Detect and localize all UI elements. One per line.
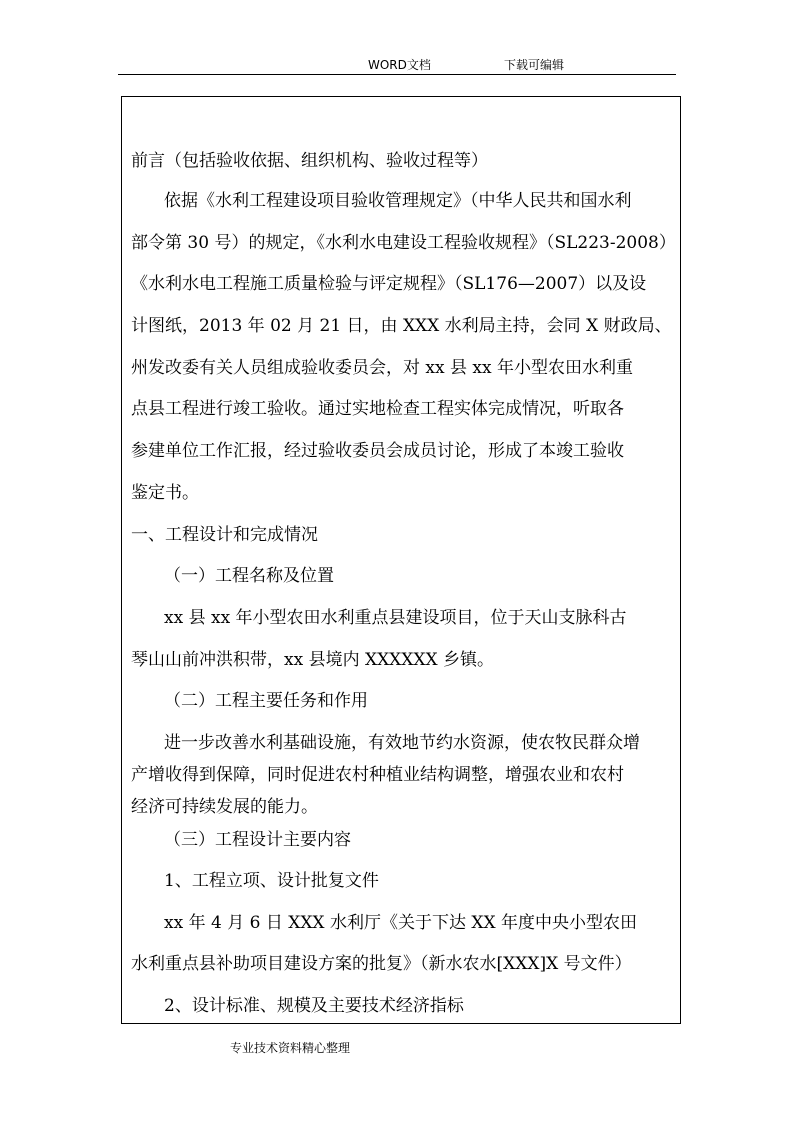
- subsection-title: （三）工程设计主要内容: [164, 830, 351, 850]
- item-title: 1、工程立项、设计批复文件: [164, 871, 379, 891]
- subsection-title: （二）工程主要任务和作用: [164, 691, 368, 711]
- preface-line: 依据《水利工程建设项目验收管理规定》（中华人民共和国水利: [164, 191, 632, 211]
- header-doc-label: WORD文档: [368, 58, 431, 72]
- preface-line: 《水利水电工程施工质量检验与评定规程》（SL176—2007）以及设: [131, 274, 647, 294]
- preface-line: 州发改委有关人员组成验收委员会，对 xx 县 xx 年小型农田水利重: [131, 358, 633, 378]
- subsection-line: 琴山山前冲洪积带，xx 县境内 XXXXXX 乡镇。: [131, 650, 495, 670]
- preface-line: 计图纸，2013 年 02 月 21 日，由 XXX 水利局主持，会同 X 财政局、: [131, 316, 672, 336]
- preface-title: 前言（包括验收依据、组织机构、验收过程等）: [131, 151, 488, 171]
- page-header: [118, 56, 676, 75]
- preface-line: 参建单位工作汇报，经过验收委员会成员讨论，形成了本竣工验收: [131, 441, 624, 461]
- header-editable-label: 下载可编辑: [504, 58, 565, 72]
- item-title: 2、设计标准、规模及主要技术经济指标: [164, 996, 464, 1016]
- section-title: 一、工程设计和完成情况: [131, 525, 318, 545]
- subsection-line: 产增收得到保障，同时促进农村种植业结构调整，增强农业和农村: [131, 765, 624, 785]
- subsection-line: xx 县 xx 年小型农田水利重点县建设项目，位于天山支脉科古: [164, 608, 627, 628]
- item-line: xx 年 4 月 6 日 XXX 水利厅《关于下达 XX 年度中央小型农田: [164, 913, 637, 933]
- page-footer: 专业技术资料精心整理: [230, 1041, 351, 1055]
- subsection-line: 经济可持续发展的能力。: [131, 797, 318, 817]
- item-line: 水利重点县补助项目建设方案的批复》（新水农水[XXX]X 号文件）: [131, 954, 632, 974]
- preface-line: 点县工程进行竣工验收。通过实地检查工程实体完成情况，听取各: [131, 399, 624, 419]
- preface-line: 鉴定书。: [131, 483, 199, 503]
- subsection-title: （一）工程名称及位置: [164, 566, 334, 586]
- subsection-line: 进一步改善水利基础设施，有效地节约水资源，使农牧民群众增: [164, 733, 640, 753]
- preface-line: 部令第 30 号）的规定，《水利水电建设工程验收规程》（SL223-2008）: [131, 233, 676, 253]
